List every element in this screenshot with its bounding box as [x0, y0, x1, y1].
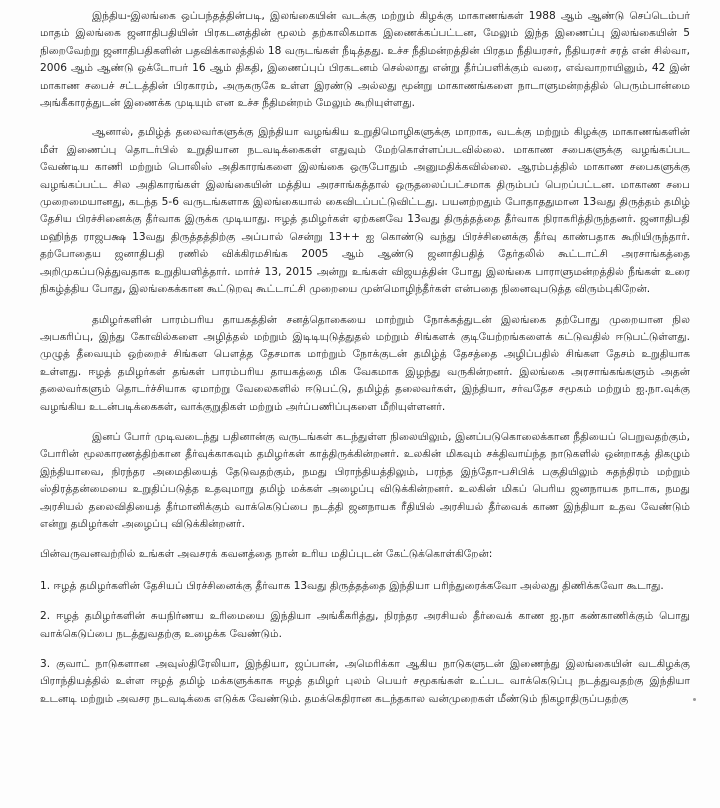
paragraph-call-for-justice: இனப் போர் முடிவடைந்து பதினான்கு வருடங்கள் கடந்துள்ள நிலையிலும், இனப்படுகொலைக்கான நீதியைப் பெறுவதற்கும், போரின் மூலகாரணத்திற்கான தீர்வுக்காகவும் தமிழர்கள் காத்திருக்கின்றனர். உலகின் மிகவும் சக்திவாய்ந்த நாடுகளில் ஒன்றாகத் திகழும் இந்தியாவை, நிரந்தர அமைதியைத் தேடுவதற்கும், நமது பிராந்தியத்திலும், பரந்த இந்தோ-பசிபிக் பகுதியிலும் சுதந்திரம் மற்றும் ஸ்திரத்தன்மையை உறுதிப்படுத்த உதவுமாறு தமிழ் மக்கள் அழைப்பு விடுக்கின்றனர். உலகின் மிகப் பெரிய ஜனநாயக நாடாக, நமது அரசியல் தலைவிதியைத் தீர்மானிக்கும் வாக்கெடுப்பை நடத்தி ஜனநாயக ரீதியில் அரசியல் தீர்வைக் காண இந்தியா உதவ வேண்டும் என்று தமிழர்கள் அழைப்பு விடுக்கின்றனர். — [40, 430, 690, 530]
scan-dot-mark — [693, 698, 696, 701]
list-item-2: 2. ஈழத் தமிழர்களின் சுயநிர்ணய உரிமையை இந்தியா அங்கீகரித்து, நிரந்தர அரசியல் தீர்வைக் காண ஐ.நா கண்காணிக்கும் பொது வாக்கெடுப்பை நடத்துவதற்கு உழைக்க வேண்டும். — [40, 610, 690, 640]
list-item-3: 3. குவாட் நாடுகளான அவுஸ்திரேலியா, இந்தியா, ஜப்பான், அமெரிக்கா ஆகிய நாடுகளுடன் இணைந்து இலங்கையின் வடகிழக்கு பிராந்தியத்தில் உள்ள ஈழத் தமிழ் மக்களுக்காக ஈழத் தமிழர் புலம் பெயர் சமூகங்கள் உட்பட வாக்கெடுப்பு நடத்துவதற்கு இந்தியா உடனடி மற்றும் அவசர நடவடிக்கை எடுக்க வேண்டும். தமக்கெதிரான கடந்தகால வன்முறைகள் மீண்டும் நிகழாதிருப்பதற்கு — [40, 658, 690, 705]
paragraph-merger-history: இந்திய-இலங்கை ஒப்பந்தத்தின்படி, இலங்கையின் வடக்கு மற்றும் கிழக்கு மாகாணங்கள் 1988 ஆம் ஆண்டு செப்டெம்பர் மாதம் இலங்கை ஜனாதிபதியின் பிரகடனத்தின் மூலம் தற்காலிகமாக இணைக்கப்பட்டன, மேலும் இந்த இணைப்பு இலங்கையின் 5 நிறைவேற்று ஜனாதிபதிகளின் பதவிக்காலத்தில் 18 வருடங்கள் நீடித்தது. உச்ச நீதிமன்றத்தின் பிரதம நீதியரசர், நீதியரசர் சரத் என் சில்வா, 2006 ஆம் ஆண்டு ஒக்டோபர் 16 ஆம் திகதி, இணைப்புப் பிரகடனம் செல்லாது என்று தீர்ப்பளிக்கும் வரை, எவ்வாறாயினும், 42 இன் மாகாண சபைச் சட்டத்தின் பிரகாரம், அருகருகே உள்ள இரண்டு அல்லது மூன்று மாகாணங்களை நாடாளுமன்றத்தில் பெரும்பான்மை அங்கீகாரத்துடன் இணைக்க முடியும் என உச்ச நீதிமன்றம் மேலும் கூறியுள்ளது. — [40, 10, 690, 110]
list-item-1: 1. ஈழத் தமிழர்களின் தேசியப் பிரச்சினைக்கு தீர்வாக 13வது திருத்தத்தை இந்தியா பரிந்துரைக்கவோ அல்லது திணிக்கவோ கூடாது. — [40, 579, 664, 592]
paragraph-unfulfilled-promises: ஆனால், தமிழ்த் தலைவர்களுக்கு இந்தியா வழங்கிய உறுதிமொழிகளுக்கு மாறாக, வடக்கு மற்றும் கிழக்கு மாகாணங்களின் மீள் இணைப்பு தொடர்பில் உறுதியான நடவடிக்கைகள் எதுவும் மேற்கொள்ளப்படவில்லை. மாகாண சபைகளுக்கு வழங்கப்பட வேண்டிய காணி மற்றும் பொலிஸ் அதிகாரங்களை இலங்கை ஒருபோதும் அனுமதிக்கவில்லை. ஆரம்பத்தில் மாகாண சபைகளுக்கு வழங்கப்பட்ட சில அதிகாரங்கள் இலங்கையின் மத்திய அரசாங்கத்தால் ஒருதலைப்பட்சமாக திரும்பப் பெறப்பட்டன. மாகாண சபை முறைமையானது, கடந்த 5-6 வருடங்களாக இலங்கையால் கைவிடப்பட்டுவிட்டது. பயனற்றதும் போதாததுமான 13வது திருத்தம் தமிழ் தேசிய பிரச்சினைக்கு தீர்வாக இருக்க முடியாது. ஈழத் தமிழர்கள் ஏற்கனவே 13வது திருத்தத்தை தீர்வாக நிராகரித்திருந்தனர். ஜனாதிபதி மஹிந்த ராஜபக்ஷ 13வது திருத்தத்திற்கு அப்பால் சென்று 13++ ஐ கொண்டு வந்து பிரச்சினைக்கு தீர்வு காண்பதாக கூறியிருந்தார். தற்போதைய ஜனாதிபதி ரணில் விக்கிரமசிங்க 2005 ஆம் ஆண்டு ஜனாதிபதித் தேர்தலில் கூட்டாட்சி அரசாங்கத்தை அறிமுகப்படுத்துவதாக உறுதியளித்தார். மார்ச் 13, 2015 அன்று உங்கள் விஜயத்தின் போது இலங்கை பாராளுமன்றத்தில் நீங்கள் உரை நிகழ்த்திய போது, இலங்கைக்கான கூட்டுறவு கூட்டாட்சி முறையை முன்மொழிந்தீர்கள் என்பதை நினைவுபடுத்த விரும்புகிறேன். — [40, 126, 690, 296]
paragraph-land-grabbing: தமிழர்களின் பாரம்பரிய தாயகத்தின் சனத்தொகையை மாற்றும் நோக்கத்துடன் இலங்கை தற்போது முறையான நில அபகரிப்பு, இந்து கோவில்களை அழித்தல் மற்றும் இடிடியுடுத்துதல் மற்றும் சிங்களக் குடியேற்றங்களைக் கட்டுவதில் ஈடுபட்டுள்ளது. முழுத் தீவையும் ஒற்றைச் சிங்கள பௌத்த தேசமாக மாற்றும் நோக்குடன் தமிழ்த் தேசத்தை அழிப்பதில் சிங்கள தேசம் உறுதியாக உள்ளது. ஈழத் தமிழர்கள் தங்கள் பாரம்பரிய தாயகத்தை மிக வேகமாக இழந்து வருகின்றனர். இலங்கை அரசாங்கங்களும் அதன் தலைவர்களும் தொடர்ச்சியாக ஏமாற்று வேலைகளில் ஈடுபட்டு, தமிழ்த் தலைவர்கள், இந்தியா, சர்வதேச சமூகம் மற்றும் ஐ.நா.வுக்கு வழங்கிய உடன்படிக்கைகள், வாக்குறுதிகள் மற்றும் அர்ப்பணிப்புகளை மீறியுள்ளனர். — [40, 313, 690, 413]
list-intro: பின்வருவனவற்றில் உங்கள் அவசரக் கவனத்தை நான் உரிய மதிப்புடன் கேட்டுக்கொள்கிறேன்: — [40, 548, 493, 561]
